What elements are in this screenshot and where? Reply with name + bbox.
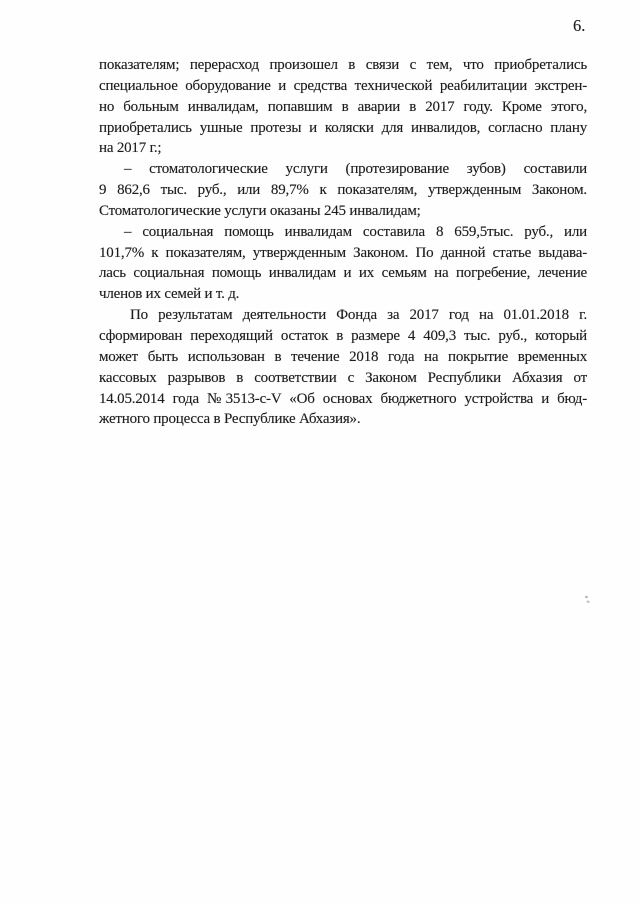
text-line: показателям; перерасход произошел в связи с тем, что приобретались xyxy=(99,57,587,73)
page-number: 6. xyxy=(573,16,586,35)
text-line: кассовых разрывов в соответствии с Законом Республики Абхазия от xyxy=(99,369,587,386)
text-line: Стоматологические услуги оказаны 245 инвалидам; xyxy=(99,202,421,219)
text-line: 101,7% к показателям, утвержденным Законом. По данной статье выдава- xyxy=(99,244,587,261)
document-body xyxy=(99,55,587,430)
paragraph xyxy=(99,55,587,159)
text-line: специальное оборудование и средства технической реабилитации экстрен- xyxy=(99,77,587,94)
text-line: – стоматологические услуги (протезирование зубов) составили xyxy=(124,161,587,178)
paragraph xyxy=(99,159,587,222)
text-line: но больным инвалидам, попавшим в аварии в 2017 году. Кроме этого, xyxy=(99,98,587,115)
text-line: – социальная помощь инвалидам составила 8 659,5тыс. руб., или xyxy=(124,223,587,240)
text-line: приобретались ушные протезы и коляски для инвалидов, согласно плану xyxy=(99,119,587,136)
text-line: жетного процесса в Республике Абхазия». xyxy=(99,411,361,428)
paragraph xyxy=(99,305,587,430)
text-line: может быть использован в течение 2018 года на покрытие временных xyxy=(99,348,587,365)
text-line: По результатам деятельности Фонда за 2017 год на 01.01.2018 г. xyxy=(130,307,587,324)
text-line: членов их семей и т. д. xyxy=(99,286,240,303)
paragraph xyxy=(99,222,587,305)
text-line: 14.05.2014 года №3513-с-V «Об основах бюджетного устройства и бюд- xyxy=(99,390,587,407)
text-line: лась социальная помощь инвалидам и их семьям на погребение, лечение xyxy=(99,265,587,282)
scan-speck-artifact xyxy=(585,596,588,599)
text-line: сформирован переходящий остаток в размере 4 409,3 тыс. руб., который xyxy=(99,327,587,344)
text-line: на 2017 г.; xyxy=(99,140,162,157)
text-line: 9 862,6 тыс. руб., или 89,7% к показателям, утвержденным Законом. xyxy=(99,182,587,199)
